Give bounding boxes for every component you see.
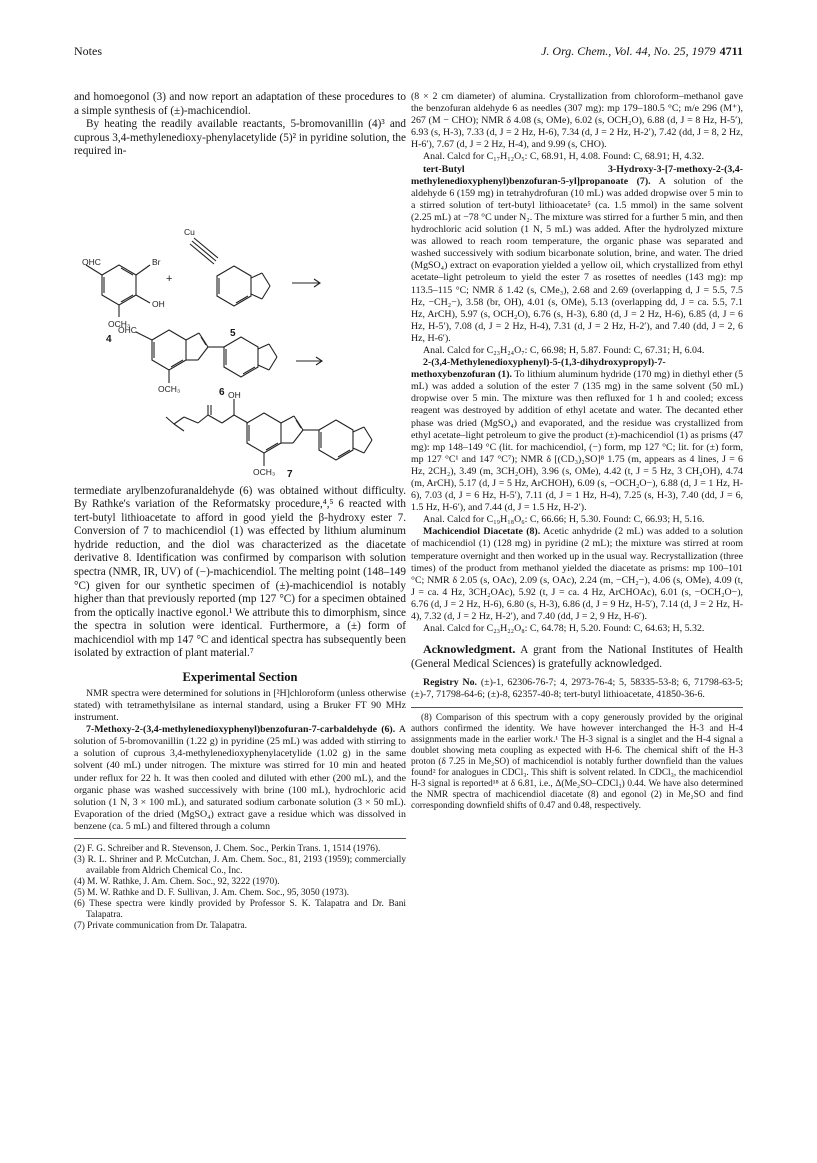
- compound-7-paragraph: [411, 164, 743, 345]
- label-plus: +: [166, 272, 173, 285]
- compound-1-heading: 2-(3,4-Methylenedioxyphenyl)-5-(1,3-dihydroxypropyl)-7-methoxybenzofuran (1).: [411, 357, 666, 381]
- running-header-left: Notes: [74, 44, 102, 58]
- acknowledgment-text: A grant from the National Institutes of Health (General Medical Sciences) is gratefully acknowledged.: [411, 644, 744, 670]
- experimental-text-continued: [411, 91, 743, 635]
- compound-7-heading: tert-Butyl 3-Hydroxy-3-[7-methoxy-2-(3,4-methylenedioxyphenyl)benzofuran-5-yl]propanoate (7).: [411, 163, 743, 187]
- compound-7-aryl-ring: [319, 420, 353, 460]
- registry-text: (±)-1, 62306-76-7; 4, 2973-76-4; 5, 58335-53-8; 6, 71798-63-5; (±)-7, 71798-64-6; (±)-8, 62357-40-8; tert-butyl lithioacetate, 41850-36-6.: [411, 677, 743, 701]
- footnote-divider: [74, 838, 406, 839]
- label-br-4: Br: [152, 256, 161, 267]
- compound-7-analysis: Anal. Calcd for C₂₃H₂₄O₇: C, 66.98; H, 5.87. Found: C, 67.31; H, 6.04.: [423, 344, 705, 356]
- compound-number-7: 7: [287, 468, 293, 480]
- compound-8-heading: Machicendiol Diacetate (8).: [423, 526, 541, 538]
- page-number: 4711: [719, 44, 743, 58]
- experimental-text: [74, 688, 406, 833]
- footnote-item: (4) M. W. Rathke, J. Am. Chem. Soc., 92, 3222 (1970).: [74, 876, 280, 887]
- footnotes-right: [411, 713, 743, 812]
- experimental-section-title: Experimental Section: [182, 669, 298, 684]
- registry-block: [411, 677, 743, 701]
- compound-number-5: 5: [230, 327, 236, 339]
- left-column: [74, 91, 406, 932]
- footnote-8: (8) Comparison of this spectrum with a copy generously provided by the original authors confirmed the identity. We have however interchanged the H-3 and H-4 assignments made in the earlier work.¹ The H-3 signal is a singlet and the H-4 signal a doublet showing meta coupling as expected with H-6. The chemical shift of the H-3 proton (δ 7.25 in Me₂SO) of machicendiol is notably further downfield than the values found² for analogues in CDCl₃. This shift is solvent related. In CDCl₃, the machicendiol H-3 signal is reported¹⁸ at δ 6.81, i.e., Δ(Me₂SO–CDCl₃) 0.44. We have also determined the NMR spectra of machicendiol diacetate (8) and egonol (2) in Me₂SO and find corresponding downfield shifts of 0.47 and 0.48, respectively.: [411, 712, 743, 811]
- journal-citation: J. Org. Chem., Vol. 44, No. 25, 1979: [541, 44, 716, 58]
- intro-paragraph-1: and homoegonol (3) and now report an adaptation of these procedures to a simple synthesis of (±)-machicendiol.: [74, 91, 406, 117]
- footnote-item: (6) These spectra were kindly provided by Professor S. K. Talapatra and Dr. Bani Talapatra.: [74, 898, 406, 920]
- compound-1-paragraph: [411, 357, 743, 514]
- compound-7-benzo-ring: [247, 413, 281, 453]
- label-ohc-4: OHC: [82, 256, 101, 267]
- acknowledgment-paragraph: [411, 643, 743, 671]
- label-oh-4: OH: [152, 298, 165, 309]
- footnote-item: (7) Private communication from Dr. Talapatra.: [74, 920, 247, 931]
- compound-1-procedure: To lithium aluminum hydride (170 mg) in diethyl ether (5 mL) was added a solution of the ester 7 (135 mg) in the same solvent (50 mL) dropwise over 5 min. The mixture was then refluxed for 1 h and cooled; excess reagent was destroyed by addition of ethyl acetate and water. The decanted ether phase was dried (MgSO₄) and evaporated, and the residue was crystallized from ethyl acetate–light petroleum to give the product (±)-machicendiol (1) as prisms (47 mg): mp 148–149 °C (lit. for machicendiol, (−) form, mp 127 °C; lit. for (±) form, mp 127 °C¹ and 147 °C⁷); NMR δ [(CD₃)₂SO]⁸ 1.75 (m, appears as 4 lines, J = 6 Hz, 2CH₂), 3.49 (m, 3CH₂OH), 3.96 (s, OMe), 4.42 (t, J = 5 Hz, 3 CH₂OH), 4.74 (m, ArCH), 5.17 (d, J = 5 Hz, ArCHOH), 6.09 (s, −OCH₂O−), 6.88 (d, J = 1 Hz, H-6), 7.03 (d, J = 6 Hz, H-5′), 7.11 (d, J = 1 Hz, H-4), 7.25 (s, H-3), 7.40 (dd, J = 6, 1.5 Hz, H-6′), and 7.44 (d, J = 1.5 Hz, H-2′).: [411, 369, 744, 514]
- label-och3-7: OCH₃: [253, 466, 276, 477]
- compound-6-characterization: (8 × 2 cm diameter) of alumina. Crystallization from chloroform–methanol gave the benzofuran aldehyde 6 as needles (307 mg): mp 179–180.5 °C; m/e 296 (M⁺), 267 (M − CHO); NMR δ 4.08 (s, OMe), 6.02 (s, OCH₂O), 6.88 (d, J = 8 Hz, H-5′), 6.93 (s, H-3), 7.33 (d, J = 2 Hz, H-6), 7.34 (d, J = 2 Hz, H-2′), 7.42 (dd, J = 8, 2 Hz, H-6′), 7.67 (d, J = 2 Hz, H-4), and 9.99 (s, CHO).: [411, 91, 743, 151]
- reaction-scheme: [74, 161, 406, 483]
- label-oh-7: OH: [228, 389, 241, 400]
- label-och3-6: OCH₃: [158, 383, 181, 394]
- compound-7-procedure: A solution of the aldehyde 6 (159 mg) in tetrahydrofuran (10 mL) was added dropwise over 5 min to a stirred solution of tert-butyl lithioacetate⁵ (ca. 1.5 mmol) in the same solvent (2.25 mL) at −78 °C under N₂. The mixture was stirred for a further 5 min, and then hydrochloric acid solution (1 N, 5 mL) was added. After the hydrolyzed mixture was allowed to reach room temperature, the organic phase was separated and washed successively with sodium bicarbonate solution, brine, and water. The dried (MgSO₄) extract on evaporation yielded a yellow oil, which crystallized from ethyl acetate–light petroleum to yield the ester 7 as rosettes of needles (143 mg): mp 113.5–115 °C; NMR δ 1.42 (s, CMe₃), 2.68 and 2.69 (overlapping d, J = 5.5, 7.5 Hz, −CH₂−), 3.58 (br, OH), 4.01 (s, OMe), 5.13 (overlapping dd, J = ca. 5.5, 7.1 Hz, ArCH), 5.97 (s, OCH₂O), 6.76 (s, H-3), 6.80 (d, J = 2 Hz, H-6), 6.85 (d, J = 6 Hz, H-5′), 7.08 (d, J = 2 Hz, H-4), 7.31 (d, J = 2 Hz, H-2′), and 7.40 (dd, J = 2, 6 Hz, H-6′).: [411, 175, 743, 344]
- compound-number-4: 4: [106, 333, 112, 345]
- footnote-item: (2) F. G. Schreiber and R. Stevenson, J. Chem. Soc., Perkin Trans. 1, 1514 (1976).: [74, 843, 381, 854]
- compound-8-analysis: Anal. Calcd for C₂₃H₂₂O₈: C, 64.78; H, 5.20. Found: C, 64.63; H, 5.32.: [423, 623, 705, 635]
- experimental-paragraph-2: [74, 724, 406, 833]
- footnote-item: (5) M. W. Rathke and D. F. Sullivan, J. Am. Chem. Soc., 95, 3050 (1973).: [74, 887, 350, 898]
- label-ohc-6: OHC: [118, 324, 137, 335]
- right-column: [411, 91, 743, 812]
- footnotes-left: [74, 844, 406, 932]
- compound-8-paragraph: [411, 526, 743, 623]
- footnote-item: (3) R. L. Shriner and P. McCutchan, J. Am. Chem. Soc., 81, 2193 (1959); commercially available from Aldrich Chemical Co., Inc.: [74, 854, 406, 876]
- compound-6-procedure: A solution of 5-bromovanillin (1.22 g) in pyridine (25 mL) was added with stirring to a solution of cuprous 3,4-methylenedioxyphenylacetylide (1.02 g) in the same solvent (40 mL) under nitrogen. The mixture was stirred for 10 min and heated under reflux for 22 h. It was then cooled and diluted with ether (200 mL), and the organic phase was washed successively with brine (100 mL), hydrochloric acid solution (1 N, 3 × 100 mL), and saturated sodium carbonate solution (3 × 50 mL). Evaporation of the dried (MgSO₄) extract gave a residue which was dissolved in benzene (ca. 5 mL) and filtered through a column: [74, 724, 406, 832]
- compound-6-analysis: Anal. Calcd for C₁₇H₁₂O₅: C, 68.91, H, 4.08. Found: C, 68.91; H, 4.32.: [423, 151, 705, 163]
- label-och3-4: OCH₃: [108, 318, 131, 329]
- footnote-divider-right: [411, 707, 743, 708]
- intro-paragraph-2: By heating the readily available reactants, 5-bromovanillin (4)³ and cuprous 3,4-methylenedioxy-phenylacetylide (5)² in pyridine solution, the required in-: [74, 118, 406, 158]
- compound-8-procedure: Acetic anhydride (2 mL) was added to a solution of machicendiol (1) (128 mg) in pyridine (2 mL); the mixture was stirred at room temperature overnight and then worked up in the usual way. Recrystallization (three times) of the product from methanol yielded the diacetate as prisms: mp 100–101 °C; NMR δ 2.05 (s, OAc), 2.09 (s, OAc), 2.24 (m, −CH₂−), 4.06 (s, OMe), 4.09 (t, J = ca. 4 Hz, 3CH₂OAc), 5.92 (t, J = ca. 4 Hz, ArCHOAc), 6.01 (s, −OCH₂O−), 6.76 (d, J = 2 Hz, H-6), 6.80 (s, H-3), 6.86 (d, J = 9 Hz, H-5′), 7.14 (d, J = 2 Hz, H-4), 7.32 (d, J = 2 Hz, H-2′), and 7.40 (dd, J = 2, 9 Hz, H-6′).: [411, 526, 743, 623]
- compound-6-aryl-ring: [224, 337, 258, 377]
- compound-number-6: 6: [219, 386, 225, 398]
- compound-6-heading: 7-Methoxy-2-(3,4-methylenedioxyphenyl)benzofuran-7-carbaldehyde (6).: [86, 724, 396, 736]
- label-cu-5: Cu: [184, 226, 195, 237]
- discussion-paragraph: termediate arylbenzofuranaldehyde (6) was obtained without difficulty. By Rathke's variation of the Reformatsky procedure,⁴,⁵ 6 reacted with tert-butyl lithioacetate to afford in good yield the β-hydroxy ester 7. Conversion of 7 to machicendiol (1) was effected by lithium aluminum hydride reduction, and the diol was characterized as the diacetate derivative 8. Identification was confirmed by comparison with solution spectra (NMR, IR, UV) of (−)-machicendiol. The melting point (148–149 °C) given for our synthetic specimen of (±)-machicendiol is notably higher than that previously reported (mp 127 °C) for a specimen obtained from the optically inactive egonol.¹ We attribute this to dimorphism, since the spectra in solution were identical. Furthermore, a (±) form of machicendiol with mp 147 °C and identical spectra has subsequently been isolated by extraction of plant material.⁷: [74, 484, 406, 660]
- compound-4-ring: [102, 265, 136, 305]
- compound-5-ring: [217, 266, 251, 306]
- registry-paragraph: [411, 677, 743, 701]
- compound-1-analysis: Anal. Calcd for C₁₉H₁₈O₆: C, 66.66; H, 5.30. Found: C, 66.93; H, 5.16.: [423, 514, 705, 526]
- compound-6-benzo-ring: [152, 330, 186, 370]
- experimental-paragraph-1: NMR spectra were determined for solutions in [²H]chloroform (unless otherwise stated) with tetramethylsilane as internal standard, using a Bruker FT 90 MHz instrument.: [74, 687, 406, 724]
- running-header-right: [541, 44, 743, 59]
- registry-heading: Registry No.: [423, 677, 478, 689]
- acknowledgment-heading: Acknowledgment.: [423, 642, 516, 657]
